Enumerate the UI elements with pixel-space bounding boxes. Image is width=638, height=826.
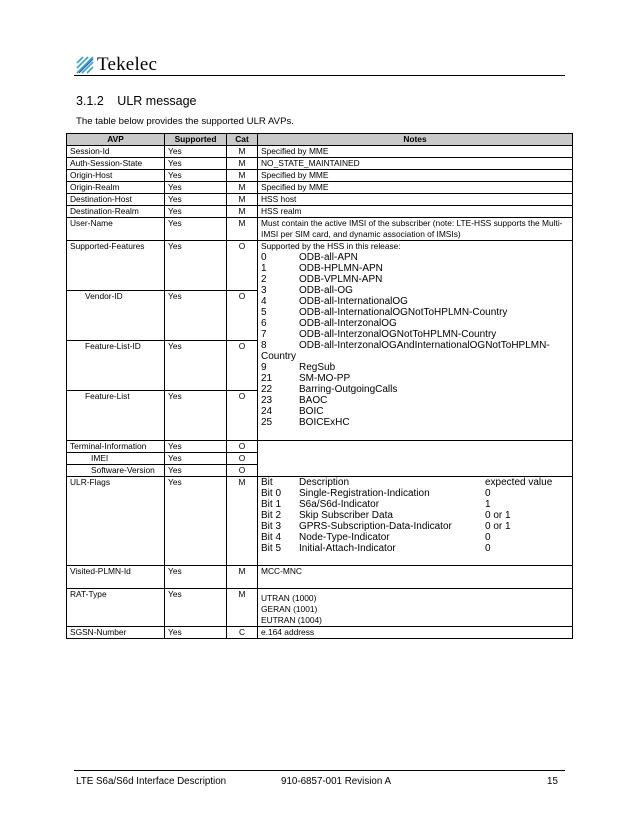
footer-rule xyxy=(74,770,565,771)
feature-row xyxy=(261,329,569,340)
notes-cell: Specified by MME xyxy=(258,146,573,158)
flag-row xyxy=(261,488,569,499)
feature-name: ODB-VPLMN-APN xyxy=(299,274,383,285)
table-row xyxy=(67,627,573,639)
avp-cell: Origin-Host xyxy=(67,170,165,182)
section-title xyxy=(76,94,197,108)
table-row xyxy=(67,206,573,218)
feature-code: 6 xyxy=(261,318,267,329)
supported-cell: Yes xyxy=(165,391,227,441)
header-supported: Supported xyxy=(165,134,227,146)
flags-header-bit: Bit xyxy=(261,477,273,488)
supported-cell: Yes xyxy=(165,441,227,453)
feature-code: 22 xyxy=(261,384,273,395)
flag-description: Node-Type-Indicator xyxy=(299,532,390,543)
feature-name: BOIC xyxy=(299,406,324,417)
cat-cell: O xyxy=(227,241,258,291)
feature-name: ODB-all-InternationalOG xyxy=(299,296,408,307)
cat-cell: M xyxy=(227,170,258,182)
avp-cell: Supported-Features xyxy=(67,241,165,291)
supported-cell: Yes xyxy=(165,218,227,241)
footer-page-number: 15 xyxy=(547,776,558,787)
intro-text: The table below provides the supported ULR AVPs. xyxy=(76,116,294,127)
cat-cell: M xyxy=(227,218,258,241)
feature-row xyxy=(261,263,569,274)
feature-row xyxy=(261,373,569,384)
avp-cell: IMEI xyxy=(67,453,165,465)
feature-name: ODB-all-InterzonalOGAndInternationalOGNotToHPLMN- xyxy=(299,340,550,351)
flags-header-expected: expected value xyxy=(485,477,553,488)
feature-code: 9 xyxy=(261,362,267,373)
feature-code: 0 xyxy=(261,252,267,263)
flag-row xyxy=(261,543,569,554)
header-cat: Cat xyxy=(227,134,258,146)
cat-cell: C xyxy=(227,627,258,639)
cat-cell: M xyxy=(227,146,258,158)
feature-name: ODB-all-APN xyxy=(299,252,358,263)
supported-cell: Yes xyxy=(165,206,227,218)
header-avp: AVP xyxy=(67,134,165,146)
table-row xyxy=(67,441,573,453)
feature-name: ODB-HPLMN-APN xyxy=(299,263,383,274)
table-row xyxy=(67,589,573,627)
cat-cell: O xyxy=(227,441,258,453)
feature-row xyxy=(261,417,569,428)
flag-description: Initial-Attach-Indicator xyxy=(299,543,396,554)
avp-cell: User-Name xyxy=(67,218,165,241)
supported-cell: Yes xyxy=(165,182,227,194)
avp-cell: ULR-Flags xyxy=(67,477,165,566)
header-rule xyxy=(74,75,565,76)
notes-cell: Specified by MME xyxy=(258,170,573,182)
avp-table xyxy=(66,133,573,639)
rat-type-value: UTRAN (1000) xyxy=(261,593,317,603)
supported-cell: Yes xyxy=(165,477,227,566)
ulr-flags-list xyxy=(261,477,569,554)
section-number: 3.1.2 xyxy=(76,94,104,108)
feature-name: ODB-all-InterzonalOG xyxy=(299,318,397,329)
footer-revision: 910-6857-001 Revision A xyxy=(281,776,392,787)
table-row xyxy=(67,182,573,194)
feature-row xyxy=(261,296,569,307)
feature-name: Country xyxy=(261,351,297,362)
feature-code: 7 xyxy=(261,329,267,340)
feature-name: RegSub xyxy=(299,362,336,373)
notes-cell xyxy=(258,441,573,477)
notes-cell: HSS host xyxy=(258,194,573,206)
flag-bit: Bit 1 xyxy=(261,499,282,510)
supported-cell: Yes xyxy=(165,241,227,291)
section-heading: ULR message xyxy=(117,94,197,108)
flag-bit: Bit 0 xyxy=(261,488,282,499)
flag-expected-value: 0 xyxy=(485,543,491,554)
table-row xyxy=(67,241,573,291)
feature-row xyxy=(261,406,569,417)
cat-cell: M xyxy=(227,194,258,206)
flag-bit: Bit 2 xyxy=(261,510,282,521)
table-row xyxy=(67,194,573,206)
rat-type-value: GERAN (1001) xyxy=(261,604,318,614)
avp-cell: SGSN-Number xyxy=(67,627,165,639)
feature-code: 1 xyxy=(261,263,267,274)
cat-cell: O xyxy=(227,465,258,477)
notes-cell: Specified by MME xyxy=(258,182,573,194)
feature-row xyxy=(261,318,569,329)
avp-cell: RAT-Type xyxy=(67,589,165,627)
feature-code: 8 xyxy=(261,340,267,351)
supported-cell: Yes xyxy=(165,291,227,341)
flag-description: S6a/S6d-Indicator xyxy=(299,499,380,510)
avp-cell: Destination-Realm xyxy=(67,206,165,218)
feature-name: BAOC xyxy=(299,395,328,406)
supported-cell: Yes xyxy=(165,465,227,477)
table-header-row xyxy=(67,134,573,146)
supported-cell: Yes xyxy=(165,341,227,391)
feature-code: 21 xyxy=(261,373,273,384)
cat-cell: M xyxy=(227,158,258,170)
feature-row xyxy=(261,252,569,263)
supported-cell: Yes xyxy=(165,627,227,639)
feature-code: 24 xyxy=(261,406,273,417)
flag-row xyxy=(261,510,569,521)
avp-cell: Origin-Realm xyxy=(67,182,165,194)
avp-cell: Feature-List-ID xyxy=(67,341,165,391)
header-notes: Notes xyxy=(258,134,573,146)
supported-cell: Yes xyxy=(165,146,227,158)
feature-code: 2 xyxy=(261,274,267,285)
notes-cell: MCC-MNC xyxy=(258,566,573,589)
flag-bit: Bit 3 xyxy=(261,521,282,532)
supported-cell: Yes xyxy=(165,566,227,589)
tekelec-logo-icon xyxy=(76,56,94,74)
flag-description: GPRS-Subscription-Data-Indicator xyxy=(299,521,452,532)
notes-cell: Must contain the active IMSI of the subscriber (note: LTE-HSS supports the Multi-IMSI per SIM card, and dynamic association of IMSIs) xyxy=(258,218,573,241)
feature-row xyxy=(261,274,569,285)
flag-expected-value: 1 xyxy=(485,499,491,510)
supported-cell: Yes xyxy=(165,170,227,182)
feature-name: ODB-all-InternationalOGNotToHPLMN-Country xyxy=(299,307,508,318)
flag-row xyxy=(261,521,569,532)
flag-expected-value: 0 or 1 xyxy=(485,510,511,521)
feature-code: 5 xyxy=(261,307,267,318)
feature-row xyxy=(261,351,569,362)
feature-name: ODB-all-OG xyxy=(299,285,353,296)
supported-cell: Yes xyxy=(165,194,227,206)
table-row xyxy=(67,477,573,566)
flag-bit: Bit 5 xyxy=(261,543,282,554)
cat-cell: M xyxy=(227,206,258,218)
notes-cell-features xyxy=(258,241,573,441)
feature-name: SM-MO-PP xyxy=(299,373,351,384)
features-intro: Supported by the HSS in this release: xyxy=(261,241,401,251)
notes-cell: e.164 address xyxy=(258,627,573,639)
feature-row xyxy=(261,395,569,406)
flag-bit: Bit 4 xyxy=(261,532,282,543)
supported-cell: Yes xyxy=(165,589,227,627)
flag-description: Skip Subscriber Data xyxy=(299,510,393,521)
notes-cell: HSS realm xyxy=(258,206,573,218)
cat-cell: O xyxy=(227,453,258,465)
flag-row xyxy=(261,532,569,543)
cat-cell: M xyxy=(227,566,258,589)
footer-document-title: LTE S6a/S6d Interface Description xyxy=(76,776,227,787)
feature-code: 3 xyxy=(261,285,267,296)
notes-cell: NO_STATE_MAINTAINED xyxy=(258,158,573,170)
feature-row xyxy=(261,307,569,318)
table-row xyxy=(67,146,573,158)
table-row xyxy=(67,566,573,589)
feature-row xyxy=(261,362,569,373)
feature-name: ODB-all-InterzonalOGNotToHPLMN-Country xyxy=(299,329,497,340)
feature-row xyxy=(261,285,569,296)
feature-row xyxy=(261,384,569,395)
table-row xyxy=(67,170,573,182)
cat-cell: O xyxy=(227,391,258,441)
flag-row xyxy=(261,499,569,510)
cat-cell: O xyxy=(227,291,258,341)
avp-cell: Visited-PLMN-Id xyxy=(67,566,165,589)
tekelec-logo xyxy=(76,54,157,76)
flag-expected-value: 0 or 1 xyxy=(485,521,511,532)
feature-code: 23 xyxy=(261,395,273,406)
flag-expected-value: 0 xyxy=(485,532,491,543)
notes-cell-rat xyxy=(258,589,573,627)
feature-code: 4 xyxy=(261,296,267,307)
avp-cell: Software-Version xyxy=(67,465,165,477)
avp-cell: Terminal-Information xyxy=(67,441,165,453)
cat-cell: O xyxy=(227,341,258,391)
supported-cell: Yes xyxy=(165,453,227,465)
feature-list xyxy=(261,252,569,428)
avp-cell: Feature-List xyxy=(67,391,165,441)
avp-cell: Vendor-ID xyxy=(67,291,165,341)
avp-cell: Session-Id xyxy=(67,146,165,158)
table-row xyxy=(67,158,573,170)
cat-cell: M xyxy=(227,182,258,194)
rat-type-value: EUTRAN (1004) xyxy=(261,615,322,625)
cat-cell: M xyxy=(227,589,258,627)
avp-cell: Destination-Host xyxy=(67,194,165,206)
cat-cell: M xyxy=(227,477,258,566)
table-row xyxy=(67,218,573,241)
feature-code: 25 xyxy=(261,417,273,428)
feature-name: BOICExHC xyxy=(299,417,350,428)
avp-cell: Auth-Session-State xyxy=(67,158,165,170)
flags-header-description: Description xyxy=(299,477,350,488)
notes-cell-flags xyxy=(258,477,573,566)
supported-cell: Yes xyxy=(165,158,227,170)
flags-header-row xyxy=(261,477,569,488)
flag-expected-value: 0 xyxy=(485,488,491,499)
feature-row xyxy=(261,340,569,351)
brand-name: Tekelec xyxy=(97,54,158,75)
feature-name: Barring-OutgoingCalls xyxy=(299,384,398,395)
flag-description: Single-Registration-Indication xyxy=(299,488,430,499)
